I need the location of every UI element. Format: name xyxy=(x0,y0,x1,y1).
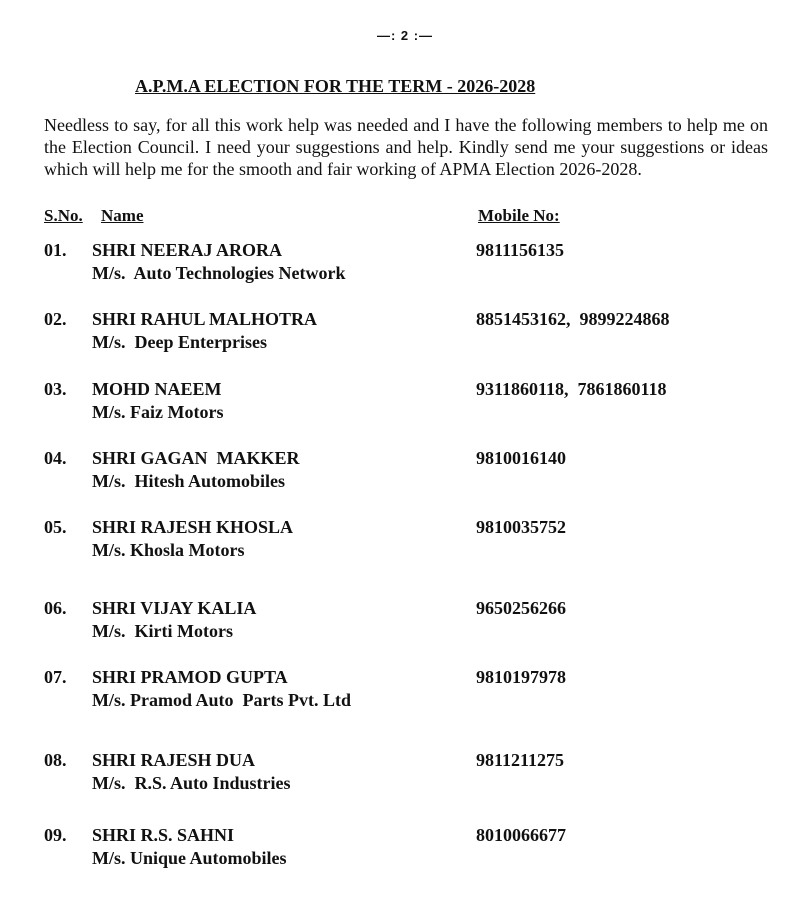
member-mobile: 9811156135 xyxy=(476,240,565,260)
member-name: SHRI RAHUL MALHOTRA xyxy=(92,309,318,329)
member-sno: 06. xyxy=(44,598,67,618)
member-mobile: 9311860118, 7861860118 xyxy=(476,379,667,399)
member-mobile: 9811211275 xyxy=(476,750,565,770)
member-sno: 02. xyxy=(44,309,67,329)
member-name: SHRI RAJESH KHOSLA xyxy=(92,517,294,537)
member-name: SHRI GAGAN MAKKER xyxy=(92,448,300,468)
member-sno: 08. xyxy=(44,750,67,770)
member-sno: 03. xyxy=(44,379,67,399)
member-firm: M/s. Faiz Motors xyxy=(92,402,224,422)
member-firm: M/s. Hitesh Automobiles xyxy=(92,471,286,491)
column-header-sno: S.No. xyxy=(44,206,83,225)
member-firm: M/s. Pramod Auto Parts Pvt. Ltd xyxy=(92,690,351,710)
member-name: MOHD NAEEM xyxy=(92,379,222,399)
member-sno: 09. xyxy=(44,825,67,845)
member-name: SHRI R.S. SAHNI xyxy=(92,825,235,845)
member-firm: M/s. Deep Enterprises xyxy=(92,332,267,352)
member-firm: M/s. Unique Automobiles xyxy=(92,848,287,868)
member-firm: M/s. Auto Technologies Network xyxy=(92,263,346,283)
member-firm: M/s. Kirti Motors xyxy=(92,621,233,641)
intro-paragraph: Needless to say, for all this work help was needed and I have the following members to help me on the Election Council. I need your suggestions and help. Kindly send me your suggestions or ideas which will help me for the smooth and fair working of APMA Election 2026-2028. xyxy=(44,115,768,179)
member-name: SHRI VIJAY KALIA xyxy=(92,598,257,618)
member-mobile: 8851453162, 9899224868 xyxy=(476,309,670,329)
document-title: A.P.M.A ELECTION FOR THE TERM - 2026-2028 xyxy=(135,76,536,96)
member-mobile: 9650256266 xyxy=(476,598,566,618)
member-sno: 07. xyxy=(44,667,67,687)
member-mobile: 8010066677 xyxy=(476,825,566,845)
member-name: SHRI NEERAJ ARORA xyxy=(92,240,283,260)
member-mobile: 9810016140 xyxy=(476,448,566,468)
page-number: —: 2 :— xyxy=(376,28,434,43)
column-header-mobile: Mobile No: xyxy=(478,206,560,225)
member-sno: 04. xyxy=(44,448,67,468)
member-mobile: 9810197978 xyxy=(476,667,566,687)
member-firm: M/s. R.S. Auto Industries xyxy=(92,773,291,793)
member-mobile: 9810035752 xyxy=(476,517,566,537)
member-name: SHRI PRAMOD GUPTA xyxy=(92,667,288,687)
member-sno: 05. xyxy=(44,517,67,537)
member-name: SHRI RAJESH DUA xyxy=(92,750,256,770)
member-sno: 01. xyxy=(44,240,67,260)
member-firm: M/s. Khosla Motors xyxy=(92,540,245,560)
column-header-name: Name xyxy=(101,206,144,225)
